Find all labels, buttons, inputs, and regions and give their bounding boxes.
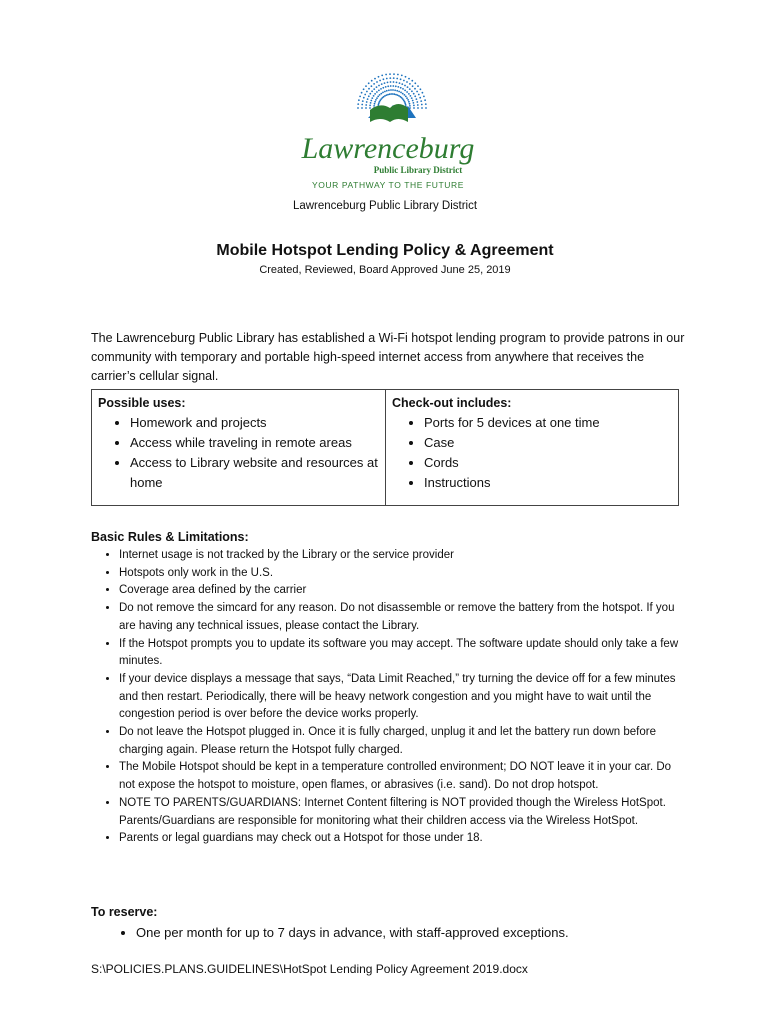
sunburst-dot — [425, 103, 427, 105]
list-item: • Instructions — [424, 473, 672, 493]
sunburst-dot — [376, 86, 378, 88]
sunburst-dot — [414, 88, 416, 90]
sunburst-dot — [378, 104, 380, 106]
sunburst-dot — [404, 94, 406, 96]
sunburst-dot — [361, 92, 363, 94]
sunburst-dot — [424, 99, 426, 101]
sunburst-dot — [389, 77, 391, 79]
sunburst-dot — [401, 83, 403, 85]
list-item: • The Mobile Hotspot should be kept in a temperature controlled environment; DO NOT leave it in your car. Do not expose the hotspot to moisture, open flames, or abrasives (i.e. sand). Do not drop hotspot. — [119, 759, 687, 794]
sunburst-dot — [377, 96, 379, 98]
sunburst-dot — [380, 88, 382, 90]
sunburst-dot — [413, 93, 415, 95]
sunburst-dot — [358, 99, 360, 101]
sunburst-dot — [378, 85, 380, 87]
possible-uses-cell — [92, 390, 386, 505]
sunburst-dot — [396, 90, 398, 92]
sunburst-dot — [381, 83, 383, 85]
sunburst-dot — [379, 94, 381, 96]
logo-tagline: Your Pathway to the Future — [311, 180, 465, 190]
sunburst-icon — [357, 73, 427, 109]
sunburst-dot — [371, 97, 373, 99]
sunburst-dot — [373, 105, 375, 107]
sunburst-dot — [371, 85, 373, 87]
list-item: • NOTE TO PARENTS/GUARDIANS: Internet Content filtering is NOT provided though the Wireless HotSpot. Parents/Guardians are responsible for monitoring what their children access via the Wireless HotSpot. — [119, 795, 687, 830]
sunburst-dot — [410, 95, 412, 97]
sunburst-dot — [407, 99, 409, 101]
open-book-icon — [370, 104, 408, 122]
rules-list — [91, 547, 687, 848]
sunburst-dot — [420, 100, 422, 102]
sunburst-dot — [405, 96, 407, 98]
sunburst-dot — [403, 80, 405, 82]
sunburst-dot — [374, 103, 376, 105]
sunburst-dot — [379, 80, 381, 82]
sunburst-dot — [376, 91, 378, 93]
sunburst-dot — [425, 107, 427, 109]
possible-uses-list — [98, 413, 379, 493]
sunburst-dot — [388, 89, 390, 91]
sunburst-dot — [400, 78, 402, 80]
document-subtitle: Created, Reviewed, Board Approved June 25, 2019 — [259, 264, 511, 276]
sunburst-dot — [394, 89, 396, 91]
sunburst-dot — [394, 93, 396, 95]
sunburst-dot — [416, 101, 418, 103]
list-item: • One per month for up to 7 days in advance, with staff-approved exceptions. — [136, 923, 687, 943]
list-item: • Cords — [424, 453, 672, 473]
sunburst-dot — [421, 104, 423, 106]
sunburst-dot — [369, 105, 371, 107]
sunburst-dot — [421, 107, 423, 109]
sunburst-dot — [380, 93, 382, 95]
sunburst-dot — [409, 88, 411, 90]
sunburst-dot — [369, 93, 371, 95]
sunburst-dot — [406, 81, 408, 83]
sunburst-dot — [417, 104, 419, 106]
intro-paragraph: The Lawrenceburg Public Library has established a Wi-Fi hotspot lending program to provide patrons in our community with temporary and portable high-speed internet access from anywhere that receives the carrier’s cellular signal. — [91, 330, 685, 383]
sunburst-dot — [406, 91, 408, 93]
sunburst-dot — [412, 85, 414, 87]
library-logo — [298, 72, 478, 194]
sunburst-dot — [402, 93, 404, 95]
list-item: • Case — [424, 433, 672, 453]
sunburst-dot — [408, 78, 410, 80]
sunburst-dot — [392, 85, 394, 87]
sunburst-dot — [404, 102, 406, 104]
sunburst-dot — [393, 73, 395, 75]
sunburst-dot — [361, 107, 363, 109]
logo-wordmark: Lawrenceburg — [301, 132, 475, 165]
possible-uses-heading: Possible uses: — [98, 396, 186, 410]
sunburst-dot — [411, 90, 413, 92]
sunburst-dot — [409, 105, 411, 107]
sunburst-dot — [414, 95, 416, 97]
sunburst-dot — [393, 81, 395, 83]
sunburst-dot — [423, 96, 425, 98]
sunburst-dot — [385, 86, 387, 88]
checkout-includes-cell — [386, 390, 678, 505]
sunburst-dot — [386, 78, 388, 80]
rules-heading: Basic Rules & Limitations: — [91, 530, 249, 544]
sunburst-dot — [390, 85, 392, 87]
sunburst-dot — [413, 105, 415, 107]
sunburst-dot — [384, 91, 386, 93]
sunburst-dot — [413, 102, 415, 104]
sunburst-dot — [371, 80, 373, 82]
sunburst-dot — [405, 76, 407, 78]
sunburst-dot — [418, 94, 420, 96]
sunburst-dot — [396, 78, 398, 80]
reserve-heading: To reserve: — [91, 905, 158, 919]
sunburst-dot — [366, 91, 368, 93]
sunburst-dot — [357, 107, 359, 109]
list-item: • Access to Library website and resources at home — [130, 453, 379, 493]
sunburst-dot — [363, 97, 365, 99]
sunburst-dot — [367, 98, 369, 100]
sunburst-dot — [419, 97, 421, 99]
sunburst-dot — [389, 73, 391, 75]
sunburst-dot — [365, 85, 367, 87]
sunburst-dot — [389, 93, 391, 95]
sunburst-dot — [395, 85, 397, 87]
sunburst-dot — [409, 83, 411, 85]
sunburst-dot — [373, 95, 375, 97]
sunburst-dot — [399, 82, 401, 84]
sunburst-dot — [411, 80, 413, 82]
sunburst-dot — [406, 97, 408, 99]
sunburst-dot — [376, 97, 378, 99]
sunburst-dot — [362, 100, 364, 102]
sunburst-dot — [397, 74, 399, 76]
sunburst-dot — [385, 74, 387, 76]
sunburst-dot — [392, 89, 394, 91]
sunburst-dot — [402, 88, 404, 90]
reserve-list — [91, 923, 687, 943]
sunburst-dot — [420, 88, 422, 90]
sunburst-dot — [373, 83, 375, 85]
sunburst-dot — [361, 104, 363, 106]
sunburst-dot — [376, 81, 378, 83]
sunburst-dot — [416, 91, 418, 93]
list-item: • Homework and projects — [130, 413, 379, 433]
list-item: • Coverage area defined by the carrier — [119, 582, 687, 600]
sunburst-dot — [390, 81, 392, 83]
sunburst-dot — [408, 93, 410, 95]
document-title: Mobile Hotspot Lending Policy & Agreement — [216, 242, 554, 259]
list-item: • Internet usage is not tracked by the Library or the service provider — [119, 547, 687, 565]
sunburst-dot — [404, 90, 406, 92]
sunburst-dot — [398, 91, 400, 93]
sunburst-dot — [374, 78, 376, 80]
sunburst-dot — [412, 100, 414, 102]
checkout-includes-list — [392, 413, 672, 493]
sunburst-dot — [366, 101, 368, 103]
sunburst-dot — [390, 93, 392, 95]
sunburst-dot — [364, 94, 366, 96]
sunburst-dot — [384, 82, 386, 84]
file-path-footer: S:\POLICIES.PLANS.GUIDELINES\HotSpot Lending Policy Agreement 2019.docx — [91, 962, 528, 976]
sunburst-dot — [390, 89, 392, 91]
list-item: • If your device displays a message that says, “Data Limit Reached,” try turning the device off for a few minutes and then restart. Periodically, there will be heavy network congestion and you might have to wait until the congestion period is over before the device works properly. — [119, 671, 687, 724]
sunburst-dot — [414, 82, 416, 84]
sunburst-dot — [416, 98, 418, 100]
sunburst-dot — [422, 92, 424, 94]
sunburst-dot — [392, 93, 394, 95]
sunburst-dot — [397, 86, 399, 88]
sunburst-dot — [373, 88, 375, 90]
list-item: • If the Hotspot prompts you to update its software you may accept. The software update should only take a few minutes. — [119, 636, 687, 671]
sunburst-dot — [374, 101, 376, 103]
list-item: • Do not remove the simcard for any reason. Do not disassemble or remove the battery from the hotspot. If you are having any technical issues, please contact the Library. — [119, 600, 687, 635]
sunburst-dot — [370, 100, 372, 102]
sunburst-dot — [359, 96, 361, 98]
sunburst-dot — [363, 88, 365, 90]
sunburst-dot — [413, 107, 415, 109]
sunburst-dot — [365, 104, 367, 106]
sunburst-dot — [375, 99, 377, 101]
sunburst-dot — [357, 103, 359, 105]
sunburst-dot — [381, 75, 383, 77]
sunburst-dot — [382, 87, 384, 89]
info-table — [91, 389, 679, 506]
sunburst-dot — [374, 93, 376, 95]
sunburst-dot — [386, 90, 388, 92]
sunburst-dot — [368, 88, 370, 90]
district-name: Lawrenceburg Public Library District — [292, 200, 478, 212]
checkout-includes-heading: Check-out includes: — [392, 396, 512, 410]
logo-subline: Public Library District — [373, 165, 463, 175]
sunburst-dot — [408, 101, 410, 103]
sunburst-dot — [368, 82, 370, 84]
sunburst-dot — [396, 82, 398, 84]
sunburst-dot — [382, 92, 384, 94]
sunburst-dot — [365, 107, 367, 109]
sunburst-dot — [378, 76, 380, 78]
sunburst-dot — [411, 97, 413, 99]
sunburst-dot — [371, 90, 373, 92]
sunburst-dot — [400, 87, 402, 89]
sunburst-dot — [409, 103, 411, 105]
sunburst-dot — [405, 104, 407, 106]
sunburst-dot — [383, 78, 385, 80]
sunburst-dot — [393, 77, 395, 79]
sunburst-dot — [407, 86, 409, 88]
list-item: • Ports for 5 devices at one time — [424, 413, 672, 433]
sunburst-dot — [417, 107, 419, 109]
sunburst-dot — [400, 92, 402, 94]
sunburst-dot — [369, 107, 371, 109]
sunburst-dot — [401, 75, 403, 77]
list-item: • Do not leave the Hotspot plugged in. Once it is fully charged, unplug it and let the battery run down before charging again. Please return the Hotspot fully charged. — [119, 724, 687, 759]
list-item: • Hotspots only work in the U.S. — [119, 565, 687, 583]
sunburst-dot — [404, 85, 406, 87]
sunburst-dot — [387, 82, 389, 84]
sunburst-dot — [417, 85, 419, 87]
sunburst-dot — [368, 95, 370, 97]
list-item: • Access while traveling in remote areas — [130, 433, 379, 453]
sunburst-dot — [387, 85, 389, 87]
sunburst-dot — [387, 94, 389, 96]
sunburst-dot — [370, 102, 372, 104]
sunburst-dot — [378, 90, 380, 92]
list-item: • Parents or legal guardians may check out a Hotspot for those under 18. — [119, 830, 687, 848]
